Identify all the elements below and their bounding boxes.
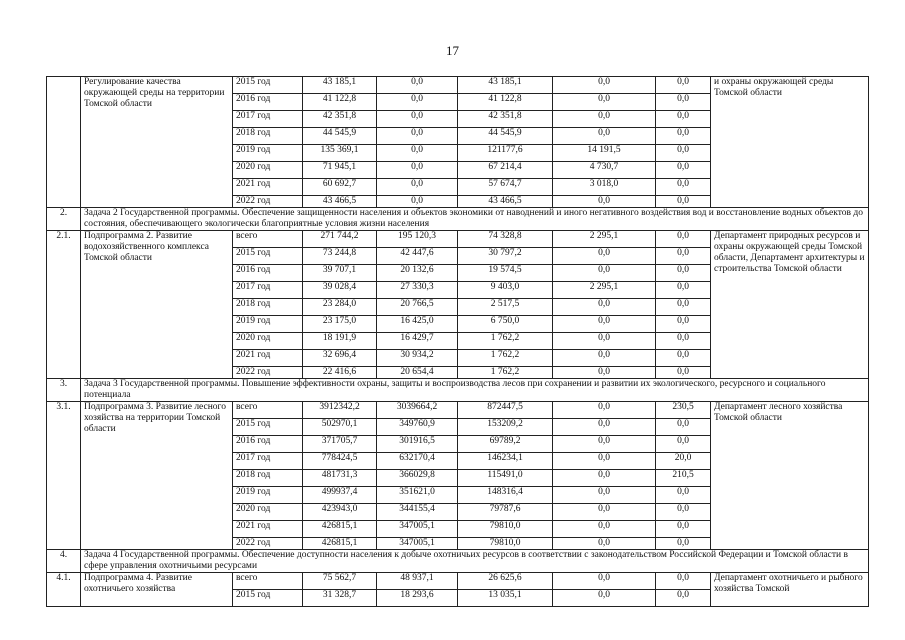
period-cell: 2015 год bbox=[233, 590, 303, 607]
period-cell: 2019 год bbox=[233, 145, 303, 162]
total-cell: 481731,3 bbox=[303, 470, 377, 487]
federal-cell: 18 293,6 bbox=[377, 590, 458, 607]
other-cell: 0,0 bbox=[656, 196, 711, 208]
period-cell: 2018 год bbox=[233, 470, 303, 487]
regional-cell: 74 328,8 bbox=[458, 231, 553, 248]
other-cell: 0,0 bbox=[656, 128, 711, 145]
federal-cell: 0,0 bbox=[377, 196, 458, 208]
total-cell: 75 562,7 bbox=[303, 573, 377, 590]
table-row bbox=[47, 77, 869, 94]
task-row bbox=[47, 550, 869, 573]
total-cell: 73 244,8 bbox=[303, 248, 377, 265]
total-cell: 42 351,8 bbox=[303, 111, 377, 128]
other-cell: 0,0 bbox=[656, 419, 711, 436]
local-cell: 0,0 bbox=[553, 77, 656, 94]
period-cell: 2019 год bbox=[233, 316, 303, 333]
task-text: Задача 4 Государственной программы. Обеспечение доступности населения к добыче охотничьих ресурсов в соответствии с законодательством Российской Федерации и Томской области в сфере управления охотничьими ресурсами bbox=[81, 550, 869, 573]
item-number: 3.1. bbox=[47, 402, 81, 550]
local-cell: 0,0 bbox=[553, 333, 656, 350]
other-cell: 20,0 bbox=[656, 453, 711, 470]
period-cell: всего bbox=[233, 573, 303, 590]
local-cell: 0,0 bbox=[553, 316, 656, 333]
federal-cell: 20 132,6 bbox=[377, 265, 458, 282]
federal-cell: 0,0 bbox=[377, 179, 458, 196]
total-cell: 426815,1 bbox=[303, 538, 377, 550]
period-cell: 2016 год bbox=[233, 436, 303, 453]
period-cell: всего bbox=[233, 402, 303, 419]
other-cell: 0,0 bbox=[656, 487, 711, 504]
task-text: Задача 3 Государственной программы. Повышение эффективности охраны, защиты и воспроизводства лесов при сохранении и развитии их экологического, ресурсного и социального потенциала bbox=[81, 379, 869, 402]
federal-cell: 42 447,6 bbox=[377, 248, 458, 265]
federal-cell: 20 766,5 bbox=[377, 299, 458, 316]
program-name: Подпрограмма 3. Развитие лесного хозяйства на территории Томской области bbox=[81, 402, 233, 550]
regional-cell: 42 351,8 bbox=[458, 111, 553, 128]
period-cell: 2018 год bbox=[233, 128, 303, 145]
regional-cell: 1 762,2 bbox=[458, 350, 553, 367]
local-cell: 0,0 bbox=[553, 402, 656, 419]
period-cell: 2016 год bbox=[233, 94, 303, 111]
federal-cell: 366029,8 bbox=[377, 470, 458, 487]
local-cell: 4 730,7 bbox=[553, 162, 656, 179]
regional-cell: 69789,2 bbox=[458, 436, 553, 453]
responsible-executor: и охраны окружающей среды Томской области bbox=[711, 77, 869, 208]
period-cell: 2016 год bbox=[233, 265, 303, 282]
period-cell: 2021 год bbox=[233, 179, 303, 196]
regional-cell: 57 674,7 bbox=[458, 179, 553, 196]
period-cell: 2015 год bbox=[233, 248, 303, 265]
period-cell: 2015 год bbox=[233, 77, 303, 94]
period-cell: 2020 год bbox=[233, 504, 303, 521]
other-cell: 210,5 bbox=[656, 470, 711, 487]
federal-cell: 632170,4 bbox=[377, 453, 458, 470]
period-cell: 2022 год bbox=[233, 196, 303, 208]
local-cell: 0,0 bbox=[553, 94, 656, 111]
total-cell: 39 707,1 bbox=[303, 265, 377, 282]
regional-cell: 153209,2 bbox=[458, 419, 553, 436]
local-cell: 0,0 bbox=[553, 590, 656, 607]
regional-cell: 19 574,5 bbox=[458, 265, 553, 282]
local-cell: 0,0 bbox=[553, 487, 656, 504]
total-cell: 371705,7 bbox=[303, 436, 377, 453]
local-cell: 0,0 bbox=[553, 299, 656, 316]
other-cell: 0,0 bbox=[656, 231, 711, 248]
local-cell: 2 295,1 bbox=[553, 231, 656, 248]
local-cell: 0,0 bbox=[553, 504, 656, 521]
other-cell: 0,0 bbox=[656, 111, 711, 128]
task-number: 4. bbox=[47, 550, 81, 573]
other-cell: 0,0 bbox=[656, 504, 711, 521]
federal-cell: 301916,5 bbox=[377, 436, 458, 453]
other-cell: 0,0 bbox=[656, 573, 711, 590]
responsible-executor: Департамент охотничьего и рыбного хозяйства Томской bbox=[711, 573, 869, 607]
other-cell: 0,0 bbox=[656, 436, 711, 453]
local-cell: 3 018,0 bbox=[553, 179, 656, 196]
total-cell: 22 416,6 bbox=[303, 367, 377, 379]
federal-cell: 0,0 bbox=[377, 162, 458, 179]
regional-cell: 43 185,1 bbox=[458, 77, 553, 94]
period-cell: 2020 год bbox=[233, 333, 303, 350]
regional-cell: 872447,5 bbox=[458, 402, 553, 419]
other-cell: 0,0 bbox=[656, 590, 711, 607]
regional-cell: 13 035,1 bbox=[458, 590, 553, 607]
regional-cell: 79810,0 bbox=[458, 538, 553, 550]
regional-cell: 121177,6 bbox=[458, 145, 553, 162]
other-cell: 0,0 bbox=[656, 299, 711, 316]
responsible-executor: Департамент лесного хозяйства Томской области bbox=[711, 402, 869, 550]
regional-cell: 2 517,5 bbox=[458, 299, 553, 316]
other-cell: 0,0 bbox=[656, 316, 711, 333]
federal-cell: 195 120,3 bbox=[377, 231, 458, 248]
regional-cell: 148316,4 bbox=[458, 487, 553, 504]
other-cell: 0,0 bbox=[656, 350, 711, 367]
period-cell: 2017 год bbox=[233, 111, 303, 128]
total-cell: 23 284,0 bbox=[303, 299, 377, 316]
task-row bbox=[47, 208, 869, 231]
other-cell: 0,0 bbox=[656, 521, 711, 538]
other-cell: 0,0 bbox=[656, 145, 711, 162]
period-cell: 2015 год bbox=[233, 419, 303, 436]
period-cell: 2018 год bbox=[233, 299, 303, 316]
total-cell: 18 191,9 bbox=[303, 333, 377, 350]
item-number: 4.1. bbox=[47, 573, 81, 607]
program-name: Подпрограмма 2. Развитие водохозяйственного комплекса Томской области bbox=[81, 231, 233, 379]
federal-cell: 0,0 bbox=[377, 77, 458, 94]
local-cell: 0,0 bbox=[553, 470, 656, 487]
local-cell: 0,0 bbox=[553, 128, 656, 145]
period-cell: 2022 год bbox=[233, 367, 303, 379]
local-cell: 14 191,5 bbox=[553, 145, 656, 162]
federal-cell: 349760,9 bbox=[377, 419, 458, 436]
table-row bbox=[47, 573, 869, 590]
other-cell: 0,0 bbox=[656, 162, 711, 179]
total-cell: 39 028,4 bbox=[303, 282, 377, 299]
other-cell: 0,0 bbox=[656, 179, 711, 196]
regional-cell: 67 214,4 bbox=[458, 162, 553, 179]
total-cell: 271 744,2 bbox=[303, 231, 377, 248]
federal-cell: 3039664,2 bbox=[377, 402, 458, 419]
federal-cell: 0,0 bbox=[377, 145, 458, 162]
regional-cell: 146234,1 bbox=[458, 453, 553, 470]
total-cell: 43 185,1 bbox=[303, 77, 377, 94]
program-name: Регулирование качества окружающей среды на территории Томской области bbox=[81, 77, 233, 208]
local-cell: 0,0 bbox=[553, 573, 656, 590]
federal-cell: 20 654,4 bbox=[377, 367, 458, 379]
period-cell: 2019 год bbox=[233, 487, 303, 504]
task-row bbox=[47, 379, 869, 402]
federal-cell: 48 937,1 bbox=[377, 573, 458, 590]
federal-cell: 351621,0 bbox=[377, 487, 458, 504]
period-cell: 2021 год bbox=[233, 521, 303, 538]
regional-cell: 115491,0 bbox=[458, 470, 553, 487]
regional-cell: 30 797,2 bbox=[458, 248, 553, 265]
regional-cell: 26 625,6 bbox=[458, 573, 553, 590]
local-cell: 0,0 bbox=[553, 521, 656, 538]
regional-cell: 1 762,2 bbox=[458, 367, 553, 379]
regional-cell: 9 403,0 bbox=[458, 282, 553, 299]
local-cell: 2 295,1 bbox=[553, 282, 656, 299]
federal-cell: 30 934,2 bbox=[377, 350, 458, 367]
task-number: 3. bbox=[47, 379, 81, 402]
federal-cell: 347005,1 bbox=[377, 538, 458, 550]
period-cell: всего bbox=[233, 231, 303, 248]
budget-table bbox=[46, 76, 869, 607]
other-cell: 230,5 bbox=[656, 402, 711, 419]
federal-cell: 0,0 bbox=[377, 94, 458, 111]
other-cell: 0,0 bbox=[656, 282, 711, 299]
total-cell: 502970,1 bbox=[303, 419, 377, 436]
federal-cell: 16 425,0 bbox=[377, 316, 458, 333]
regional-cell: 79810,0 bbox=[458, 521, 553, 538]
total-cell: 423943,0 bbox=[303, 504, 377, 521]
total-cell: 23 175,0 bbox=[303, 316, 377, 333]
period-cell: 2017 год bbox=[233, 282, 303, 299]
total-cell: 3912342,2 bbox=[303, 402, 377, 419]
federal-cell: 344155,4 bbox=[377, 504, 458, 521]
total-cell: 778424,5 bbox=[303, 453, 377, 470]
table-row bbox=[47, 402, 869, 419]
local-cell: 0,0 bbox=[553, 419, 656, 436]
other-cell: 0,0 bbox=[656, 94, 711, 111]
regional-cell: 79787,6 bbox=[458, 504, 553, 521]
federal-cell: 0,0 bbox=[377, 128, 458, 145]
total-cell: 43 466,5 bbox=[303, 196, 377, 208]
local-cell: 0,0 bbox=[553, 538, 656, 550]
regional-cell: 41 122,8 bbox=[458, 94, 553, 111]
local-cell: 0,0 bbox=[553, 248, 656, 265]
local-cell: 0,0 bbox=[553, 111, 656, 128]
local-cell: 0,0 bbox=[553, 196, 656, 208]
other-cell: 0,0 bbox=[656, 367, 711, 379]
regional-cell: 6 750,0 bbox=[458, 316, 553, 333]
item-number: 2.1. bbox=[47, 231, 81, 379]
federal-cell: 16 429,7 bbox=[377, 333, 458, 350]
total-cell: 499937,4 bbox=[303, 487, 377, 504]
task-number: 2. bbox=[47, 208, 81, 231]
period-cell: 2022 год bbox=[233, 538, 303, 550]
other-cell: 0,0 bbox=[656, 265, 711, 282]
total-cell: 135 369,1 bbox=[303, 145, 377, 162]
total-cell: 32 696,4 bbox=[303, 350, 377, 367]
other-cell: 0,0 bbox=[656, 333, 711, 350]
item-number bbox=[47, 77, 81, 208]
regional-cell: 43 466,5 bbox=[458, 196, 553, 208]
table-row bbox=[47, 231, 869, 248]
program-name: Подпрограмма 4. Развитие охотничьего хозяйства bbox=[81, 573, 233, 607]
local-cell: 0,0 bbox=[553, 453, 656, 470]
local-cell: 0,0 bbox=[553, 367, 656, 379]
local-cell: 0,0 bbox=[553, 265, 656, 282]
page-number: 17 bbox=[446, 43, 459, 58]
other-cell: 0,0 bbox=[656, 248, 711, 265]
responsible-executor: Департамент природных ресурсов и охраны окружающей среды Томской области, Департамент архитектуры и строительства Томской области bbox=[711, 231, 869, 379]
regional-cell: 1 762,2 bbox=[458, 333, 553, 350]
period-cell: 2021 год bbox=[233, 350, 303, 367]
period-cell: 2020 год bbox=[233, 162, 303, 179]
total-cell: 426815,1 bbox=[303, 521, 377, 538]
regional-cell: 44 545,9 bbox=[458, 128, 553, 145]
other-cell: 0,0 bbox=[656, 77, 711, 94]
total-cell: 41 122,8 bbox=[303, 94, 377, 111]
total-cell: 71 945,1 bbox=[303, 162, 377, 179]
task-text: Задача 2 Государственной программы. Обеспечение защищенности населения и объектов экономики от наводнений и иного негативного воздействия вод и восстановление водных объектов до состояния, обеспечивающего экологически благоприятные условия жизни населения bbox=[81, 208, 869, 231]
total-cell: 31 328,7 bbox=[303, 590, 377, 607]
total-cell: 44 545,9 bbox=[303, 128, 377, 145]
federal-cell: 27 330,3 bbox=[377, 282, 458, 299]
period-cell: 2017 год bbox=[233, 453, 303, 470]
local-cell: 0,0 bbox=[553, 350, 656, 367]
federal-cell: 0,0 bbox=[377, 111, 458, 128]
total-cell: 60 692,7 bbox=[303, 179, 377, 196]
other-cell: 0,0 bbox=[656, 538, 711, 550]
local-cell: 0,0 bbox=[553, 436, 656, 453]
federal-cell: 347005,1 bbox=[377, 521, 458, 538]
